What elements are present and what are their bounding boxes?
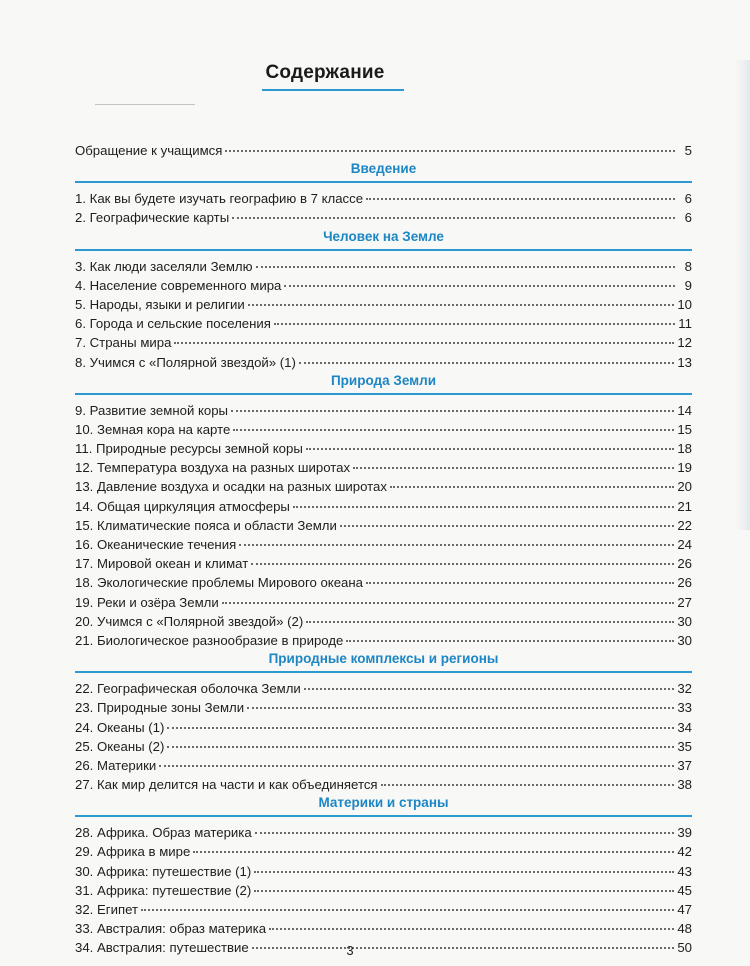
dot-leader bbox=[269, 912, 674, 930]
section-heading: Человек на Земле bbox=[323, 228, 444, 244]
toc-entry-title: 27. Как мир делится на части и как объединяется bbox=[75, 777, 378, 793]
toc-entry-page: 12 bbox=[677, 335, 692, 351]
toc-entry-page: 45 bbox=[677, 882, 692, 898]
toc-entry-title: Обращение к учащимся bbox=[75, 143, 223, 158]
toc-entry-title: 9. Развитие земной коры bbox=[75, 402, 229, 418]
page-number: 3 bbox=[346, 943, 354, 958]
dot-leader bbox=[247, 691, 674, 709]
toc-entry-title: 10. Земная кора на карте bbox=[75, 421, 231, 437]
toc-entry-title: 29. Африка в мире bbox=[75, 844, 191, 860]
toc-entry-title: 4. Население современного мира bbox=[75, 277, 282, 293]
dot-leader bbox=[274, 307, 675, 325]
toc-entry-page: 26 bbox=[677, 556, 692, 572]
toc-entry-page: 38 bbox=[677, 777, 692, 793]
toc-entry bbox=[75, 137, 692, 156]
toc-entry-page: 10 bbox=[677, 296, 692, 312]
toc-entry-page: 48 bbox=[677, 921, 692, 937]
section-heading: Природные комплексы и регионы bbox=[268, 651, 499, 667]
dot-leader bbox=[381, 768, 675, 786]
toc-entry-page: 8 bbox=[684, 258, 692, 274]
dot-leader bbox=[167, 711, 674, 729]
dot-leader bbox=[353, 451, 674, 469]
dot-leader bbox=[340, 509, 674, 527]
dot-leader bbox=[254, 855, 674, 873]
toc-entry-title: 34. Австралия: путешествие bbox=[75, 940, 249, 956]
dot-leader bbox=[225, 134, 675, 152]
dot-leader bbox=[233, 413, 674, 431]
dot-leader bbox=[251, 547, 674, 565]
toc-entry bbox=[75, 771, 692, 793]
dot-leader bbox=[159, 749, 674, 767]
dot-leader bbox=[390, 470, 674, 488]
dot-leader bbox=[222, 586, 675, 604]
dot-leader bbox=[174, 326, 674, 344]
toc-entry-page: 6 bbox=[684, 210, 692, 226]
dot-leader bbox=[299, 346, 674, 364]
dot-leader bbox=[232, 201, 675, 219]
faint-divider bbox=[95, 104, 195, 105]
toc-entry-title: 30. Африка: путешествие (1) bbox=[75, 863, 252, 879]
toc-entry-page: 11 bbox=[678, 316, 692, 332]
toc-entry-title: 6. Города и сельские поселения bbox=[75, 316, 271, 332]
toc-entry-title: 3. Как люди заселяли Землю bbox=[75, 258, 253, 274]
toc-entry-title: 18. Экологические проблемы Мирового океана bbox=[75, 575, 363, 591]
toc-entry-page: 30 bbox=[677, 632, 692, 648]
toc-entry-page: 39 bbox=[677, 825, 692, 841]
toc-entry-title: 22. Географическая оболочка Земли bbox=[75, 681, 301, 697]
toc-entry-title: 12. Температура воздуха на разных широтах bbox=[75, 460, 351, 476]
toc-entry-page: 26 bbox=[677, 575, 692, 591]
toc-entry-title: 16. Океанические течения bbox=[75, 537, 237, 552]
toc-entry-page: 20 bbox=[677, 479, 692, 495]
section-heading: Введение bbox=[350, 161, 417, 177]
dot-leader bbox=[248, 288, 675, 306]
dot-leader bbox=[366, 566, 674, 584]
dot-leader bbox=[167, 730, 674, 748]
dot-leader bbox=[255, 816, 675, 834]
toc-entry-title: 21. Биологическое разнообразие в природе bbox=[75, 632, 344, 648]
toc-entry-page: 27 bbox=[677, 594, 692, 610]
table-of-contents bbox=[75, 137, 692, 954]
toc-entry-title: 25. Океаны (2) bbox=[75, 738, 165, 754]
toc-entry-page: 33 bbox=[677, 700, 692, 716]
toc-entry-page: 37 bbox=[677, 757, 692, 773]
toc-entry-title: 28. Африка. Образ материка bbox=[75, 825, 252, 841]
dot-leader bbox=[293, 490, 674, 508]
dot-leader bbox=[366, 182, 675, 200]
title-underline bbox=[262, 89, 404, 91]
section-heading: Природа Земли bbox=[330, 372, 437, 388]
toc-entry-title: 2. Географические карты bbox=[75, 210, 230, 226]
toc-entry-page: 30 bbox=[677, 613, 692, 629]
toc-entry-page: 50 bbox=[677, 940, 692, 956]
dot-leader bbox=[284, 269, 675, 287]
dot-leader bbox=[141, 893, 674, 911]
dot-leader bbox=[306, 605, 674, 623]
toc-entry-title: 26. Материки bbox=[75, 757, 157, 773]
toc-entry-title: 19. Реки и озёра Земли bbox=[75, 594, 219, 610]
toc-entry-page: 19 bbox=[677, 460, 692, 476]
toc-entry-page: 13 bbox=[677, 354, 692, 370]
dot-leader bbox=[231, 394, 674, 412]
toc-entry-title: 24. Океаны (1) bbox=[75, 719, 165, 735]
toc-entry-page: 21 bbox=[677, 498, 692, 514]
dot-leader bbox=[304, 672, 675, 690]
toc-entry-page: 35 bbox=[677, 738, 692, 754]
toc-entry-title: 13. Давление воздуха и осадки на разных широтах bbox=[75, 479, 387, 495]
toc-entry-page: 22 bbox=[677, 517, 692, 533]
toc-entry-title: 1. Как вы будете изучать географию в 7 классе bbox=[75, 191, 364, 207]
toc-entry-page: 18 bbox=[677, 441, 692, 457]
toc-entry-title: 31. Африка: путешествие (2) bbox=[75, 882, 252, 898]
dot-leader bbox=[254, 874, 674, 892]
dot-leader bbox=[239, 528, 674, 546]
page-title: Содержание bbox=[265, 62, 385, 83]
toc-entry-title: 7. Страны мира bbox=[75, 335, 172, 351]
toc-entry-title: 20. Учимся с «Полярной звездой» (2) bbox=[75, 613, 304, 629]
toc-entry-title: 32. Египет bbox=[75, 902, 139, 917]
toc-entry-page: 14 bbox=[677, 402, 692, 418]
toc-entry-title: 8. Учимся с «Полярной звездой» (1) bbox=[75, 354, 296, 370]
toc-entry-page: 24 bbox=[677, 537, 692, 552]
toc-entry-title: 11. Природные ресурсы земной коры bbox=[75, 441, 303, 457]
toc-entry-title: 14. Общая циркуляция атмосферы bbox=[75, 498, 290, 514]
toc-entry-page: 9 bbox=[684, 277, 692, 293]
toc-entry-title: 23. Природные зоны Земли bbox=[75, 700, 245, 716]
toc-entry-page: 5 bbox=[684, 143, 692, 158]
toc-entry-page: 34 bbox=[677, 719, 692, 735]
toc-entry-title: 33. Австралия: образ материка bbox=[75, 921, 267, 937]
toc-entry-page: 47 bbox=[677, 902, 692, 917]
dot-leader bbox=[306, 432, 675, 450]
dot-leader bbox=[193, 835, 674, 853]
dot-leader bbox=[256, 250, 675, 268]
section-heading: Материки и страны bbox=[318, 795, 449, 811]
dot-leader bbox=[346, 624, 674, 642]
toc-entry-page: 6 bbox=[684, 191, 692, 207]
toc-entry-page: 32 bbox=[677, 681, 692, 697]
toc-entry-title: 5. Народы, языки и религии bbox=[75, 296, 245, 312]
toc-entry-page: 43 bbox=[677, 863, 692, 879]
toc-entry-page: 15 bbox=[677, 421, 692, 437]
page-edge-shadow bbox=[734, 60, 750, 530]
toc-entry-page: 42 bbox=[677, 844, 692, 860]
toc-entry-title: 15. Климатические пояса и области Земли bbox=[75, 517, 337, 533]
toc-entry-title: 17. Мировой океан и климат bbox=[75, 556, 249, 572]
